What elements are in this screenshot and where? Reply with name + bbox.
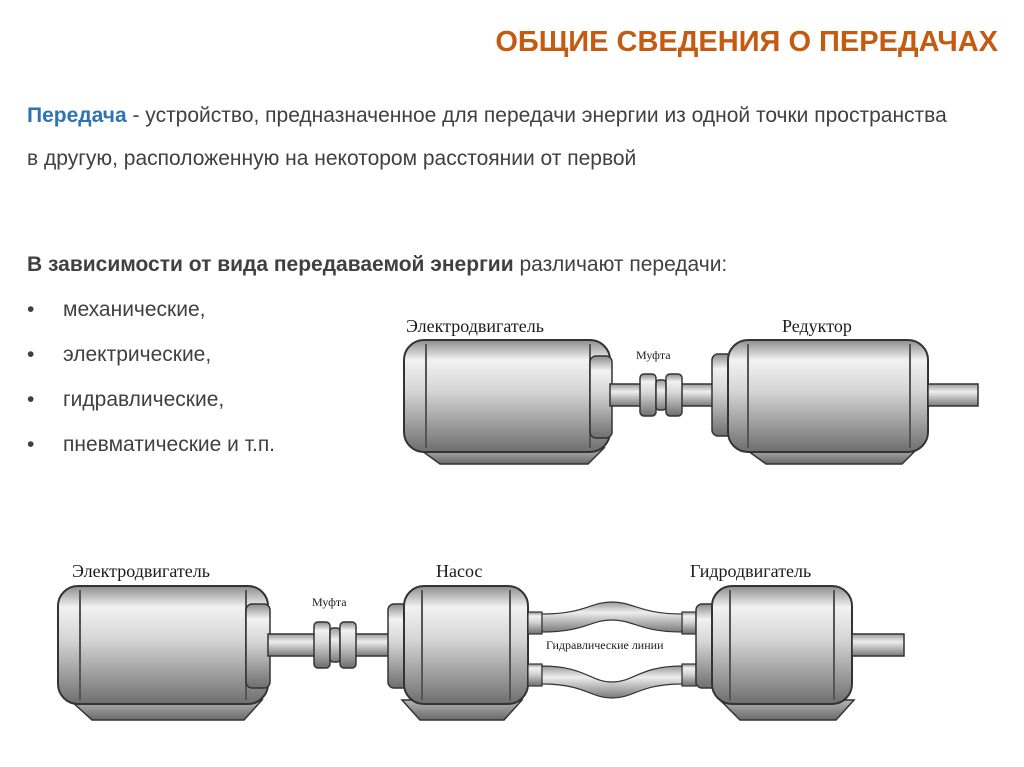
- diagram-bottom: [58, 561, 904, 720]
- list-item-text: пневматические и т.п.: [63, 433, 276, 456]
- label-hydraulic-motor: Гидродвигатель: [690, 561, 812, 581]
- diagram-top: [404, 316, 978, 464]
- pump: [388, 586, 528, 720]
- bullet: •: [27, 433, 35, 456]
- types-intro-rest: различают передачи:: [513, 253, 728, 276]
- label-coupling-bottom: Муфта: [312, 595, 347, 609]
- slide-title: ОБЩИЕ СВЕДЕНИЯ О ПЕРЕДАЧАХ: [495, 26, 998, 58]
- label-hydraulic-lines: Гидравлические линии: [546, 638, 664, 652]
- definition-text: - устройство, предназначенное для передачи энергии из одной точки пространства в другую, расположенную на некотором расстоянии от первой: [27, 104, 947, 170]
- electric-motor-top: [404, 340, 612, 464]
- list-item-text: механические,: [63, 298, 206, 321]
- label-motor-top: Электродвигатель: [406, 316, 544, 336]
- bullet: •: [27, 298, 35, 321]
- label-coupling-top: Муфта: [636, 348, 671, 362]
- coupling-top: [640, 374, 682, 416]
- hydraulic-motor: [696, 586, 904, 720]
- bullet: •: [27, 388, 35, 411]
- list-item-text: электрические,: [63, 343, 212, 366]
- list-item-text: гидравлические,: [63, 388, 225, 411]
- label-reducer-top: Редуктор: [782, 316, 852, 336]
- coupling-bottom: [314, 622, 356, 668]
- electric-motor-bottom: [58, 586, 270, 720]
- types-intro-bold: В зависимости от вида передаваемой энергии: [27, 253, 514, 276]
- definition-term: Передача: [27, 104, 127, 127]
- bullet: •: [27, 343, 35, 366]
- label-motor-bottom: Электродвигатель: [72, 561, 210, 581]
- label-pump: Насос: [436, 561, 483, 581]
- reducer-top: [712, 340, 978, 464]
